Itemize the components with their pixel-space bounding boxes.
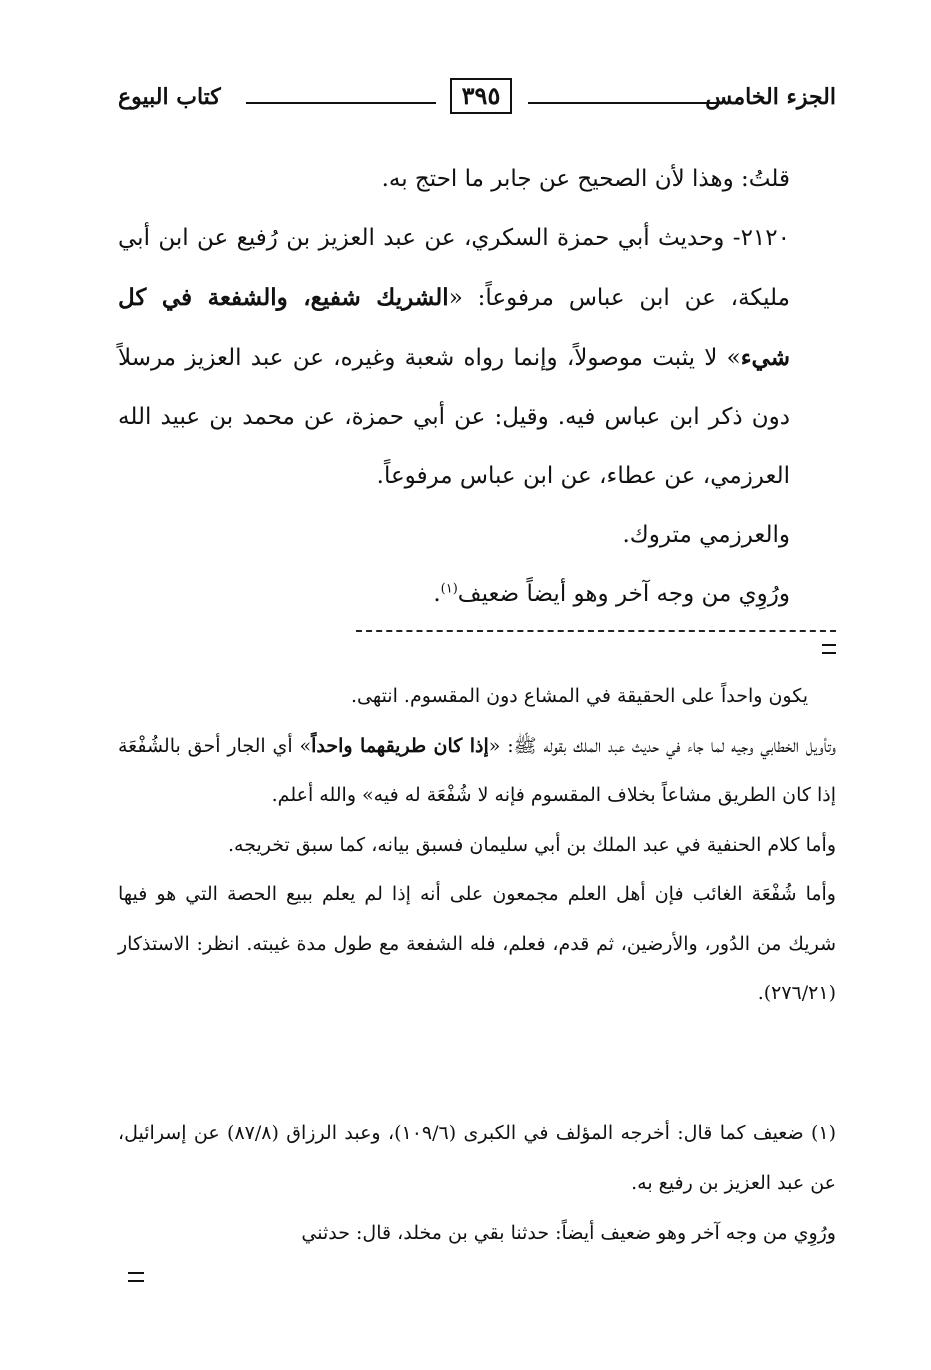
page-header (118, 78, 836, 124)
header-rule-left (246, 102, 436, 104)
main-text (118, 150, 836, 624)
book-title: كتاب البيوع (118, 84, 221, 110)
main-line-4 (118, 565, 836, 624)
page-number: ٣٩٥ (450, 78, 512, 114)
footnote-section (118, 1108, 836, 1258)
para2-text: ٢١٢٠- وحديث أبي حمزة السكري، عن عبد العزيز بن رُفيع عن ابن أبي مليكة، عن ابن عباس مرفوعاً: « (118, 225, 790, 311)
main-paragraph-2 (118, 209, 836, 506)
note-4: وأما شُفْعَة الغائب فإن أهل العلم مجمعون على أنه إذا لم يعلم ببيع الحصة التي هو فيها شريك من الدُور، والأرضين، ثم قدم، فعلم، فله الشفعة مع طول مدة غيبته. انظر: الاستذكار (٢٧٦/٢١). (118, 883, 836, 1004)
volume-title: الجزء الخامس (705, 84, 836, 110)
footnote-ref: (١) (440, 581, 458, 597)
line4-end: . (433, 581, 441, 607)
note-3: وأما كلام الحنفية في عبد الملك بن أبي سليمان فسبق بيانه، كما سبق تخريجه. (228, 833, 836, 856)
line4-text: ورُوِي من وجه آخر وهو أيضاً ضعيف (457, 581, 790, 607)
main-line-1: قلتُ: وهذا لأن الصحيح عن جابر ما احتج به. (381, 166, 790, 192)
note-2 (118, 722, 836, 821)
para2-rest: » لا يثبت موصولاً، وإنما رواه شعبة وغيره، عن عبد العزيز مرسلاً دون ذكر ابن عباس فيه. وقيل: عن أبي حمزة، عن محمد بن عبيد الله العرزمي، عن عطاء، عن ابن عباس مرفوعاً. (118, 345, 790, 489)
main-line-3: والعرزمي متروك. (622, 522, 790, 548)
note-2-rest: » أي الجار أحق بالشُفْعَة إذا كان الطريق مشاعاً بخلاف المقسوم فإنه لا شُفْعَة له فيه» والله أعلم. (118, 734, 836, 806)
hadith-quote: الشريك شفيع، والشفعة في كل شيء (118, 284, 790, 371)
note-2-start: وتأويل الخطابي وجيه لما جاء في حديث عبد الملك بقوله ﷺ: « (488, 734, 837, 757)
double-line-mark (822, 644, 836, 654)
header-rule-right (528, 102, 720, 104)
continuation-mark (128, 1272, 144, 1282)
footnote-2: ورُوِي من وجه آخر وهو ضعيف أيضاً: حدثنا بقي بن مخلد، قال: حدثني (301, 1222, 836, 1244)
dashed-rule (356, 630, 836, 632)
footnote-1: (١) ضعيف كما قال: أخرجه المؤلف في الكبرى (١٠٩/٦)، وعبد الرزاق (٨٧/٨) عن إسرائيل، عن عبد العزيز بن رفيع به. (118, 1122, 837, 1194)
continued-notes (118, 672, 836, 1019)
notes-divider (118, 630, 836, 654)
note-1: يكون واحداً على الحقيقة في المشاع دون المقسوم. انتهى. (350, 685, 808, 707)
note-2-quote: إذا كان طريقهما واحداً (311, 734, 489, 757)
